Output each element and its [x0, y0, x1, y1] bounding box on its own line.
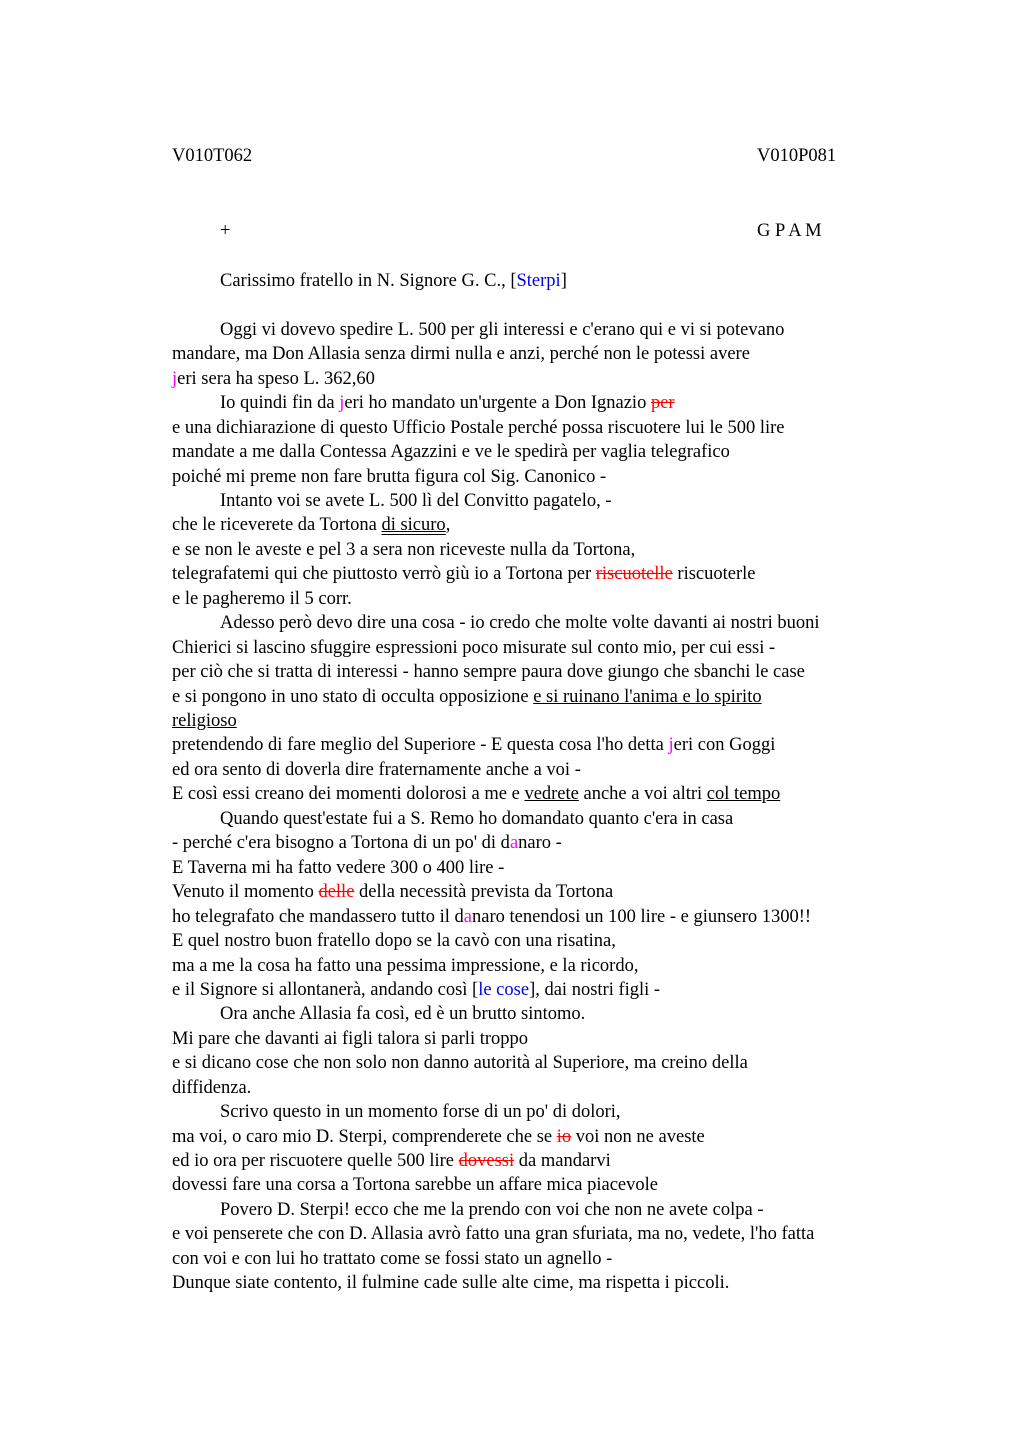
text-line: [172, 685, 762, 709]
motto: G P A M: [757, 221, 822, 241]
archive-code-left: V010T062: [172, 146, 253, 166]
text-line: [172, 880, 613, 904]
text-segment: da mandarvi: [514, 1151, 611, 1171]
underlined-phrase: vedrete: [524, 784, 579, 804]
underlined-phrase: col tempo: [706, 784, 781, 804]
text-line: poiché mi preme non fare brutta figura col Sig. Canonico -: [172, 467, 607, 487]
text-line: e se non le aveste e pel 3 a sera non riceveste nulla da Tortona,: [172, 540, 636, 560]
text-segment: anche a voi altri: [578, 784, 707, 804]
text-line: ma a me la cosa ha fatto una pessima impressione, e la ricordo,: [172, 956, 639, 976]
text-line: e le pagheremo il 5 corr.: [172, 589, 352, 609]
text-segment: eri sera ha speso L. 362,60: [177, 369, 375, 389]
text-line: [172, 782, 780, 806]
text-line: [172, 905, 811, 929]
text-segment: ho telegrafato che mandassero tutto il d: [172, 907, 464, 927]
underlined-phrase: religioso: [172, 711, 237, 731]
text-segment: naro -: [518, 833, 562, 853]
text-line: diffidenza.: [172, 1078, 252, 1098]
deleted-word: dovessi: [458, 1151, 515, 1171]
text-segment: ,: [445, 515, 451, 535]
deleted-word: io: [556, 1127, 572, 1147]
salutation-close: ]: [560, 271, 567, 291]
text-line: [172, 1125, 705, 1149]
text-segment: Venuto il momento: [172, 882, 319, 902]
inserted-letter: j: [339, 393, 345, 413]
text-segment: e si pongono in uno stato di occulta opposizione: [172, 687, 534, 707]
archive-code-right: V010P081: [757, 146, 837, 166]
text-line: Adesso però devo dire una cosa - io credo che molte volte davanti ai nostri buoni: [220, 613, 820, 633]
inserted-letter: j: [668, 735, 674, 755]
text-line: Dunque siate contento, il fulmine cade sulle alte cime, ma rispetta i piccoli.: [172, 1273, 730, 1293]
text-line: [172, 513, 450, 537]
text-segment: telegrafatemi qui che piuttosto verrò giù io a Tortona per: [172, 564, 596, 584]
deleted-word: per: [650, 393, 675, 413]
text-segment: eri con Goggi: [673, 735, 776, 755]
text-segment: che le riceverete da Tortona: [172, 515, 382, 535]
text-line: per ciò che si tratta di interessi - hanno sempre paura dove giungo che sbanchi le case: [172, 662, 805, 682]
text-segment: eri ho mandato un'urgente a Don Ignazio: [344, 393, 651, 413]
text-line: mandate a me dalla Contessa Agazzini e ve le spedirà per vaglia telegrafico: [172, 442, 730, 462]
text-segment: naro tenendosi un 100 lire - e giunsero 1300!!: [472, 907, 812, 927]
text-line: e una dichiarazione di questo Ufficio Postale perché possa riscuotere lui le 500 lire: [172, 418, 785, 438]
text-line: E Taverna mi ha fatto vedere 300 o 400 lire -: [172, 858, 505, 878]
text-line: Mi pare che davanti ai figli talora si parli troppo: [172, 1029, 529, 1049]
text-line: Chierici si lascino sfuggire espressioni poco misurate sul conto mio, per cui essi -: [172, 638, 776, 658]
text-line: dovessi fare una corsa a Tortona sarebbe un affare mica piacevole: [172, 1175, 658, 1195]
text-segment: Io quindi fin da: [220, 393, 340, 413]
text-segment: e il Signore si allontanerà, andando così [: [172, 980, 479, 1000]
text-line: Scrivo questo in un momento forse di un po' di dolori,: [220, 1102, 621, 1122]
text-segment: della necessità prevista da Tortona: [354, 882, 614, 902]
inserted-letter: j: [172, 369, 178, 389]
inserted-letter: a: [463, 907, 473, 927]
salutation-text: Carissimo fratello in N. Signore G. C., [: [220, 271, 517, 291]
deleted-word: delle: [318, 882, 355, 902]
text-line: Oggi vi dovevo spedire L. 500 per gli interessi e c'erano qui e vi si potevano: [220, 320, 785, 340]
editorial-insertion: le cose: [478, 980, 530, 1000]
deleted-word: riscuotelle: [595, 564, 673, 584]
text-line: [172, 367, 375, 391]
text-line: ed ora sento di doverla dire fraternamente anche a voi -: [172, 760, 581, 780]
text-line: con voi e con lui ho trattato come se fossi stato un agnello -: [172, 1249, 613, 1269]
text-line: [172, 831, 562, 855]
text-line: [220, 391, 675, 415]
text-line: Ora anche Allasia fa così, ed è un brutto sintomo.: [220, 1004, 586, 1024]
salutation-name: Sterpi: [516, 271, 561, 291]
text-line: [172, 1149, 611, 1173]
text-line: Povero D. Sterpi! ecco che me la prendo con voi che non ne avete colpa -: [220, 1200, 764, 1220]
text-segment: - perché c'era bisogno a Tortona di un po' di d: [172, 833, 510, 853]
text-segment: ], dai nostri figli -: [529, 980, 661, 1000]
double-underlined-phrase: di sicuro: [381, 515, 446, 535]
text-line: E quel nostro buon fratello dopo se la cavò con una risatina,: [172, 931, 616, 951]
text-line: Quando quest'estate fui a S. Remo ho domandato quanto c'era in casa: [220, 809, 734, 829]
text-segment: ma voi, o caro mio D. Sterpi, comprenderete che se: [172, 1127, 557, 1147]
salutation: [220, 269, 567, 293]
text-line: Intanto voi se avete L. 500 lì del Convitto pagatelo, -: [220, 491, 612, 511]
text-segment: E così essi creano dei momenti dolorosi a me e: [172, 784, 525, 804]
text-line: [172, 709, 237, 733]
text-line: e voi penserete che con D. Allasia avrò fatto una gran sfuriata, ma no, vedete, l'ho fatta: [172, 1224, 815, 1244]
cross-mark: +: [220, 221, 231, 241]
underlined-phrase: e si ruinano l'anima e lo spirito: [533, 687, 762, 707]
text-line: [172, 733, 775, 757]
text-segment: pretendendo di fare meglio del Superiore - E questa cosa l'ho detta: [172, 735, 669, 755]
text-segment: riscuoterle: [672, 564, 756, 584]
text-line: mandare, ma Don Allasia senza dirmi nulla e anzi, perché non le potessi avere: [172, 344, 750, 364]
text-line: [172, 562, 756, 586]
inserted-letter: a: [509, 833, 519, 853]
text-segment: voi non ne aveste: [571, 1127, 705, 1147]
text-line: e si dicano cose che non solo non danno autorità al Superiore, ma creino della: [172, 1053, 748, 1073]
text-line: [172, 978, 660, 1002]
text-segment: ed io ora per riscuotere quelle 500 lire: [172, 1151, 459, 1171]
